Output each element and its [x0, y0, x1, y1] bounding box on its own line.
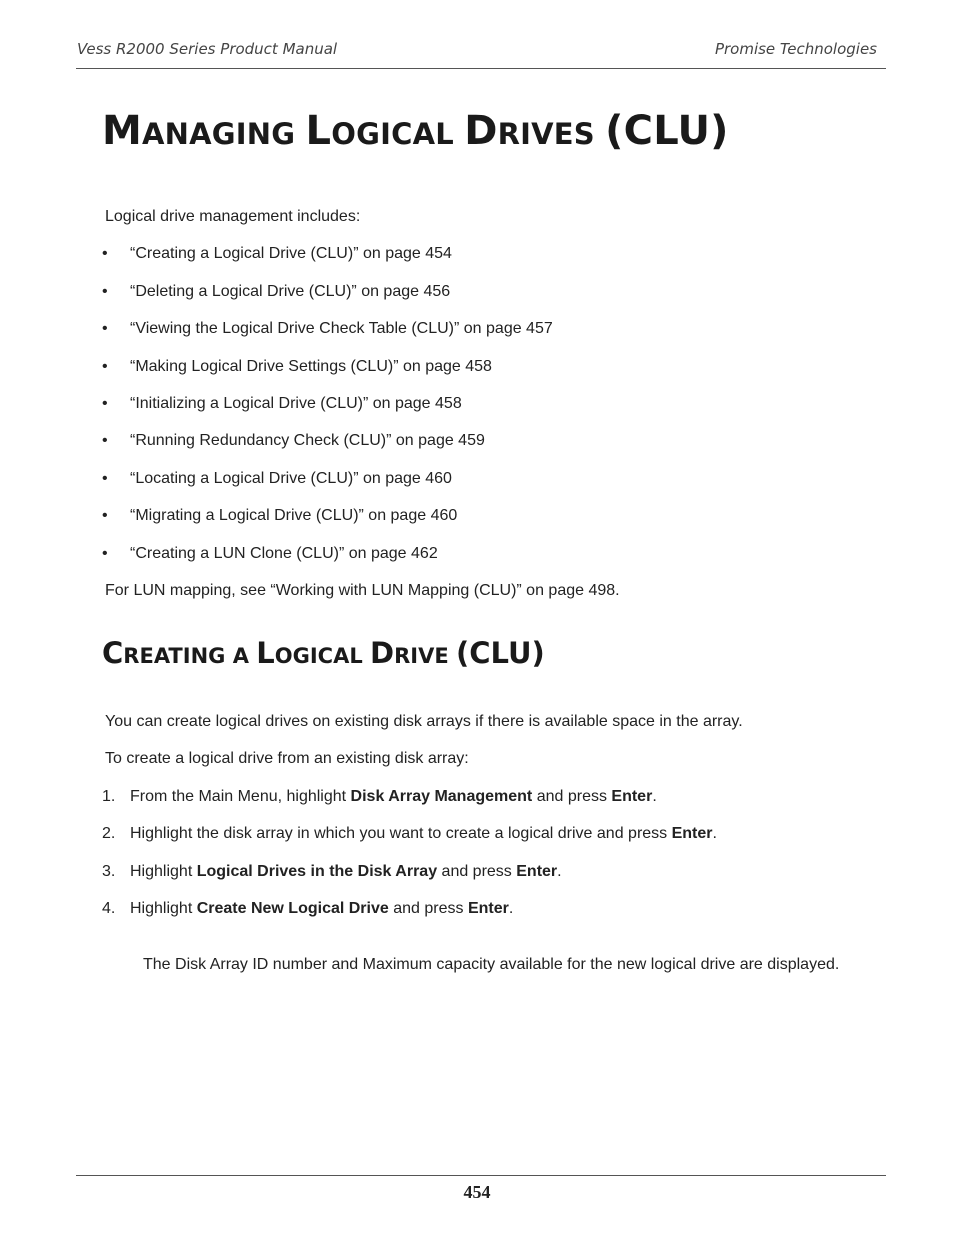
list-item-link[interactable]: “Locating a Logical Drive (CLU)” on page 460: [130, 470, 452, 487]
list-item: • “Making Logical Drive Settings (CLU)” on page 458: [102, 358, 492, 375]
list-item-link[interactable]: “Deleting a Logical Drive (CLU)” on page 456: [130, 283, 451, 300]
list-item: • “Creating a Logical Drive (CLU)” on page 454: [102, 245, 452, 262]
list-item: • “Locating a Logical Drive (CLU)” on page 460: [102, 470, 452, 487]
paragraph-procedure-intro: To create a logical drive from an existing disk array:: [105, 750, 469, 767]
list-item-link[interactable]: “Creating a Logical Drive (CLU)” on page 454: [130, 245, 452, 262]
step-item: 4. Highlight Create New Logical Drive and press Enter.: [102, 900, 514, 917]
header-rule: [76, 68, 886, 69]
list-item-link[interactable]: “Initializing a Logical Drive (CLU)” on page 458: [130, 395, 462, 412]
list-item: • “Creating a LUN Clone (CLU)” on page 462: [102, 545, 438, 562]
list-item: • “Running Redundancy Check (CLU)” on page 459: [102, 432, 485, 449]
list-item: • “Viewing the Logical Drive Check Table (CLU)” on page 457: [102, 320, 553, 337]
step-item: 1. From the Main Menu, highlight Disk Array Management and press Enter.: [102, 788, 657, 805]
page-number: 454: [463, 1182, 491, 1202]
section-title-managing-logical-drives: MANAGING LOGICAL DRIVES (CLU): [102, 108, 729, 154]
page-header-left: Vess R2000 Series Product Manual: [77, 40, 338, 58]
result-text: The Disk Array ID number and Maximum capacity available for the new logical drive are displayed.: [143, 956, 840, 973]
footer-rule: [76, 1175, 886, 1176]
list-item-link[interactable]: “Migrating a Logical Drive (CLU)” on page 460: [130, 507, 458, 524]
list-item: • “Initializing a Logical Drive (CLU)” on page 458: [102, 395, 462, 412]
list-item-link[interactable]: “Running Redundancy Check (CLU)” on page 459: [130, 432, 485, 449]
step-item: 2. Highlight the disk array in which you want to create a logical drive and press Enter.: [102, 825, 717, 842]
list-item-link[interactable]: “Making Logical Drive Settings (CLU)” on page 458: [130, 358, 492, 375]
list-item: • “Migrating a Logical Drive (CLU)” on page 460: [102, 507, 458, 524]
section-title-creating-logical-drive: CREATING A LOGICAL DRIVE (CLU): [102, 636, 545, 670]
paragraph-available-space: You can create logical drives on existing disk arrays if there is available space in the array.: [105, 713, 743, 730]
list-item-link[interactable]: “Viewing the Logical Drive Check Table (CLU)” on page 457: [130, 320, 553, 337]
list-item: • “Deleting a Logical Drive (CLU)” on page 456: [102, 283, 451, 300]
list-item-link[interactable]: “Creating a LUN Clone (CLU)” on page 462: [130, 545, 438, 562]
intro-text: Logical drive management includes:: [105, 208, 361, 225]
page-header-right: Promise Technologies: [714, 40, 877, 58]
step-item: 3. Highlight Logical Drives in the Disk Array and press Enter.: [102, 863, 562, 880]
lun-mapping-note[interactable]: For LUN mapping, see “Working with LUN Mapping (CLU)” on page 498.: [105, 582, 620, 599]
